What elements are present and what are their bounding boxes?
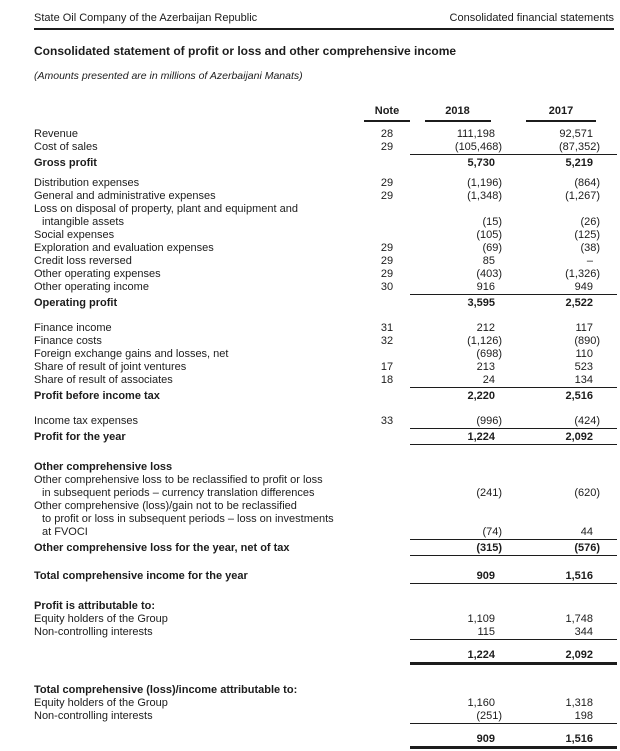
table-row	[34, 128, 617, 141]
table-row	[34, 374, 617, 390]
row-value-2017: 949	[505, 281, 617, 295]
table-row	[34, 710, 617, 726]
row-value-2017	[505, 684, 617, 697]
row-value-2018: 1,109	[467, 613, 495, 625]
row-value-2018: (241)	[476, 487, 502, 499]
row-value-2017	[505, 600, 617, 613]
row-value-2017: 1,516	[505, 733, 617, 749]
company-name: State Oil Company of the Azerbaijan Republic	[34, 12, 258, 24]
row-label: Cost of sales	[34, 141, 98, 153]
table-row	[34, 415, 617, 431]
row-value-2017: 44	[505, 526, 617, 540]
row-note: 29	[380, 177, 394, 189]
row-value-2017: (125)	[574, 229, 600, 241]
row-label: Other comprehensive loss for the year, net of tax	[34, 542, 290, 554]
row-value-2018: (69)	[482, 242, 502, 254]
row-label: Total comprehensive income for the year	[34, 570, 248, 582]
row-note	[364, 613, 410, 626]
row-note	[364, 684, 410, 697]
column-header-2017: 2017	[526, 105, 596, 122]
row-value-2017: (890)	[574, 335, 600, 347]
row-value-2017: 5,219	[565, 157, 593, 169]
row-value-2018: (315)	[410, 542, 505, 556]
row-note	[364, 297, 410, 310]
row-value-2018: 2,220	[467, 390, 495, 402]
table-row	[34, 177, 617, 190]
row-note: 28	[380, 128, 394, 140]
row-value-2017: (1,267)	[565, 190, 600, 202]
table-row	[34, 474, 617, 487]
row-label: Other comprehensive (loss)/gain not to be reclassified	[34, 500, 297, 512]
row-note	[364, 487, 410, 500]
table-row	[34, 500, 617, 513]
row-label: Distribution expenses	[34, 177, 140, 189]
row-value-2017: 1,748	[565, 613, 593, 625]
table-row	[34, 203, 617, 216]
table-row	[34, 141, 617, 157]
table-row	[34, 255, 617, 268]
row-value-2017: (87,352)	[505, 141, 617, 155]
row-value-2018: 3,595	[467, 297, 495, 309]
row-label: Operating profit	[34, 297, 118, 309]
row-note	[364, 431, 410, 445]
row-value-2017: (26)	[580, 216, 600, 228]
row-value-2018	[410, 600, 505, 613]
table-row	[34, 157, 617, 170]
row-value-2017	[505, 474, 617, 487]
table-row	[34, 684, 617, 697]
table-row	[34, 626, 617, 642]
row-label: Gross profit	[34, 157, 97, 169]
row-value-2018: 1,224	[410, 649, 505, 665]
row-label: Profit for the year	[34, 431, 126, 443]
row-note: 17	[380, 361, 394, 373]
row-note	[364, 733, 410, 749]
financial-table	[34, 105, 617, 751]
row-label: Loss on disposal of property, plant and equipment and	[34, 203, 298, 215]
row-note	[364, 348, 410, 361]
row-note: 30	[380, 281, 394, 293]
table-row	[34, 268, 617, 281]
row-value-2018: 909	[410, 733, 505, 749]
row-note	[364, 710, 410, 724]
page-running-header	[34, 12, 614, 30]
table-row	[34, 281, 617, 297]
row-note: 29	[380, 255, 394, 267]
row-value-2017: 134	[505, 374, 617, 388]
row-label: Other comprehensive loss	[34, 461, 173, 473]
row-value-2018	[410, 461, 505, 474]
row-label: Equity holders of the Group	[34, 613, 168, 625]
row-note	[364, 461, 410, 474]
row-value-2018: (1,126)	[467, 335, 502, 347]
table-row	[34, 697, 617, 710]
row-note	[364, 600, 410, 613]
row-value-2017: –	[586, 255, 593, 267]
row-note	[364, 542, 410, 556]
row-value-2017: 110	[575, 348, 593, 360]
row-value-2017: 198	[505, 710, 617, 724]
table-row	[34, 461, 617, 474]
row-value-2018: 111,198	[456, 128, 495, 140]
statement-title: Consolidated statement of profit or loss and other comprehensive income	[34, 44, 457, 58]
table-row	[34, 361, 617, 374]
row-value-2017: (864)	[574, 177, 600, 189]
table-row	[34, 513, 617, 526]
row-note: 32	[380, 335, 394, 347]
table-row	[34, 335, 617, 348]
row-label	[34, 649, 364, 665]
row-value-2017	[505, 203, 617, 216]
row-value-2017: 523	[574, 361, 593, 373]
row-label: Social expenses	[34, 229, 115, 241]
row-value-2017: 2,522	[565, 297, 593, 309]
table-header-row	[34, 105, 617, 122]
row-value-2018	[410, 684, 505, 697]
row-label: Other operating expenses	[34, 268, 161, 280]
row-label: Share of result of associates	[34, 374, 173, 386]
row-note	[364, 216, 410, 229]
table-row	[34, 613, 617, 626]
row-value-2017: (620)	[574, 487, 600, 499]
row-note: 29	[380, 242, 394, 254]
table-row	[34, 733, 617, 751]
row-note	[364, 474, 410, 487]
row-label: in subsequent periods – currency translation differences	[42, 487, 315, 499]
table-row	[34, 390, 617, 403]
row-value-2018: (251)	[410, 710, 505, 724]
row-label	[34, 733, 364, 749]
row-value-2018	[410, 474, 505, 487]
row-label: at FVOCI	[42, 526, 88, 538]
row-value-2017: 2,516	[565, 390, 593, 402]
row-note	[364, 203, 410, 216]
column-header-note: Note	[364, 105, 410, 122]
row-note	[364, 697, 410, 710]
row-value-2018: (1,348)	[467, 190, 502, 202]
row-value-2017: (576)	[505, 542, 617, 556]
row-note: 33	[380, 415, 394, 427]
row-label: Income tax expenses	[34, 415, 138, 427]
header-spacer	[34, 105, 364, 122]
table-row	[34, 190, 617, 203]
row-value-2018	[410, 513, 505, 526]
row-note: 31	[380, 322, 394, 334]
row-note	[364, 500, 410, 513]
row-value-2018: 916	[410, 281, 505, 295]
column-header-2018: 2018	[425, 105, 491, 122]
row-value-2017: 1,318	[565, 697, 593, 709]
row-label: Credit loss reversed	[34, 255, 132, 267]
row-value-2017: 2,092	[505, 431, 617, 445]
row-value-2017: (424)	[505, 415, 617, 429]
row-value-2018: (105,468)	[410, 141, 505, 155]
row-label: Total comprehensive (loss)/income attributable to:	[34, 684, 298, 696]
row-value-2017: 344	[505, 626, 617, 640]
row-value-2018: 909	[410, 570, 505, 584]
row-value-2018: (74)	[410, 526, 505, 540]
row-value-2017: (38)	[580, 242, 600, 254]
row-note	[364, 570, 410, 584]
row-label: Revenue	[34, 128, 79, 140]
row-value-2018: 212	[476, 322, 495, 334]
row-value-2017	[505, 513, 617, 526]
row-note: 18	[380, 374, 394, 386]
row-note	[364, 513, 410, 526]
row-note: 29	[380, 190, 394, 202]
row-value-2017: (1,326)	[565, 268, 600, 280]
row-label: Exploration and evaluation expenses	[34, 242, 214, 254]
units-note: (Amounts presented are in millions of Azerbaijani Manats)	[34, 70, 303, 82]
row-value-2018: 1,160	[467, 697, 495, 709]
table-row	[34, 297, 617, 310]
row-value-2017: 1,516	[505, 570, 617, 584]
row-label: Foreign exchange gains and losses, net	[34, 348, 229, 360]
table-row	[34, 570, 617, 586]
row-label: Profit before income tax	[34, 390, 160, 402]
row-value-2018: 85	[482, 255, 495, 267]
row-value-2018: (996)	[410, 415, 505, 429]
row-note	[364, 526, 410, 540]
row-label: Equity holders of the Group	[34, 697, 168, 709]
row-label: Non-controlling interests	[34, 710, 153, 722]
row-value-2017: 92,571	[559, 128, 593, 140]
row-note: 29	[380, 141, 394, 153]
row-note	[364, 157, 410, 170]
row-note: 29	[380, 268, 394, 280]
table-row	[34, 431, 617, 447]
row-value-2018	[410, 500, 505, 513]
row-note	[364, 229, 410, 242]
table-row	[34, 542, 617, 558]
row-value-2018: 5,730	[467, 157, 495, 169]
row-label: General and administrative expenses	[34, 190, 216, 202]
row-value-2018	[410, 203, 505, 216]
row-value-2017	[505, 461, 617, 474]
row-label: Other comprehensive loss to be reclassified to profit or loss	[34, 474, 323, 486]
row-label: Other operating income	[34, 281, 149, 293]
table-row	[34, 322, 617, 335]
row-value-2017	[505, 500, 617, 513]
table-row	[34, 229, 617, 242]
row-label: to profit or loss in subsequent periods – loss on investments	[42, 513, 334, 525]
row-value-2018: (15)	[482, 216, 502, 228]
row-note	[364, 626, 410, 640]
row-value-2017: 117	[575, 322, 593, 334]
table-row	[34, 348, 617, 361]
row-value-2018: 24	[410, 374, 505, 388]
table-row	[34, 649, 617, 667]
row-label: Finance costs	[34, 335, 102, 347]
row-value-2018: (105)	[476, 229, 502, 241]
table-row	[34, 600, 617, 613]
row-value-2017: 2,092	[505, 649, 617, 665]
document-type-label: Consolidated financial statements	[449, 12, 614, 24]
row-note	[364, 649, 410, 665]
row-label: Profit is attributable to:	[34, 600, 155, 612]
table-row	[34, 526, 617, 542]
row-value-2018: 213	[476, 361, 495, 373]
table-row	[34, 487, 617, 500]
table-row	[34, 216, 617, 229]
row-value-2018: (698)	[476, 348, 502, 360]
row-value-2018: (403)	[476, 268, 502, 280]
row-note	[364, 390, 410, 403]
table-rows	[34, 128, 617, 751]
table-row	[34, 242, 617, 255]
row-label: Finance income	[34, 322, 112, 334]
row-label: intangible assets	[42, 216, 124, 228]
row-label: Non-controlling interests	[34, 626, 153, 638]
row-label: Share of result of joint ventures	[34, 361, 187, 373]
row-value-2018: (1,196)	[467, 177, 502, 189]
row-value-2018: 1,224	[410, 431, 505, 445]
row-value-2018: 115	[410, 626, 505, 640]
